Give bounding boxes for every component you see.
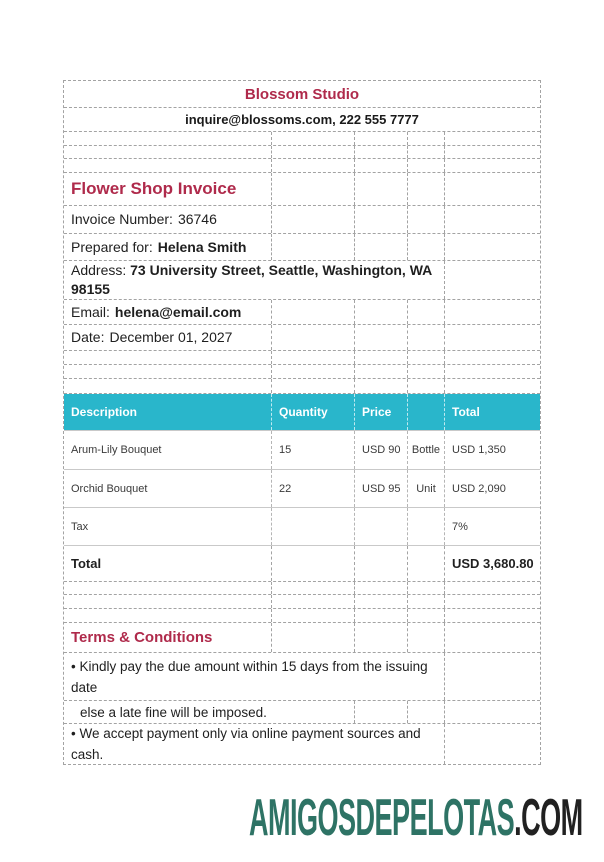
date-label: Date:	[71, 329, 105, 345]
invoice-sheet	[63, 80, 541, 765]
invoice-title-row	[64, 173, 540, 206]
email-value: helena@email.com	[114, 303, 242, 320]
item-quantity: 22	[279, 482, 292, 495]
invoice-number-label: Invoice Number:	[71, 211, 173, 227]
invoice-number-row	[64, 206, 540, 234]
company-contact: inquire@blossoms.com, 222 555 7777	[185, 112, 419, 127]
item-total: USD 1,350	[452, 444, 506, 456]
item-price: USD 95	[362, 482, 401, 495]
email-row	[64, 300, 540, 325]
company-name: Blossom Studio	[244, 85, 360, 103]
item-unit: Unit	[416, 482, 436, 495]
column-header-total: Total	[452, 405, 480, 419]
prepared-for-row	[64, 234, 540, 261]
total-row	[64, 546, 540, 582]
address-value: 73 University Street, Seattle, Washington, WA 98155	[71, 262, 432, 297]
date-value: December 01, 2027	[109, 329, 233, 345]
terms-item: else a late fine will be imposed.	[80, 704, 267, 720]
site-watermark-name: AMIGOSDEPELOTAS	[249, 789, 515, 847]
terms-item-row	[64, 701, 540, 724]
item-total: USD 2,090	[452, 482, 506, 495]
item-price: USD 90	[362, 444, 401, 456]
contact-row	[64, 108, 540, 132]
terms-item-row	[64, 653, 540, 701]
total-value: USD 3,680.80	[452, 556, 534, 571]
empty-row	[64, 609, 540, 623]
empty-row	[64, 379, 540, 394]
terms-item: • We accept payment only via online payment sources and cash.	[71, 726, 421, 762]
item-quantity: 15	[279, 444, 292, 456]
terms-title: Terms & Conditions	[71, 629, 213, 646]
column-header-description: Description	[71, 405, 138, 419]
tax-label: Tax	[71, 520, 89, 533]
prepared-for-value: Helena Smith	[157, 238, 247, 255]
email-label: Email:	[71, 303, 110, 320]
invoice-number-value: 36746	[177, 211, 217, 227]
total-label: Total	[71, 556, 102, 571]
empty-row	[64, 365, 540, 379]
terms-title-row	[64, 623, 540, 653]
item-description: Orchid Bouquet	[71, 482, 148, 495]
empty-row	[64, 582, 540, 595]
prepared-for-label: Prepared for:	[71, 238, 153, 255]
terms-item: • Kindly pay the due amount within 15 days from the issuing date	[71, 658, 428, 695]
site-watermark	[249, 789, 583, 847]
table-row	[64, 431, 540, 470]
table-row	[64, 470, 540, 508]
date-row	[64, 325, 540, 351]
column-header-price: Price	[362, 405, 392, 419]
tax-row	[64, 508, 540, 546]
address-row	[64, 261, 540, 300]
company-name-row	[64, 81, 540, 108]
empty-row	[64, 132, 540, 146]
item-description: Arum-Lily Bouquet	[71, 444, 162, 456]
empty-row	[64, 595, 540, 609]
items-table-header	[64, 394, 540, 431]
terms-item-row	[64, 724, 540, 764]
address-label: Address:	[71, 262, 127, 278]
item-unit: Bottle	[411, 444, 441, 456]
site-watermark-tld: .COM	[514, 789, 583, 847]
tax-value: 7%	[452, 520, 468, 533]
column-header-quantity: Quantity	[279, 405, 328, 419]
empty-row	[64, 351, 540, 365]
page-title: Flower Shop Invoice	[71, 179, 237, 198]
empty-row	[64, 146, 540, 159]
empty-row	[64, 159, 540, 173]
